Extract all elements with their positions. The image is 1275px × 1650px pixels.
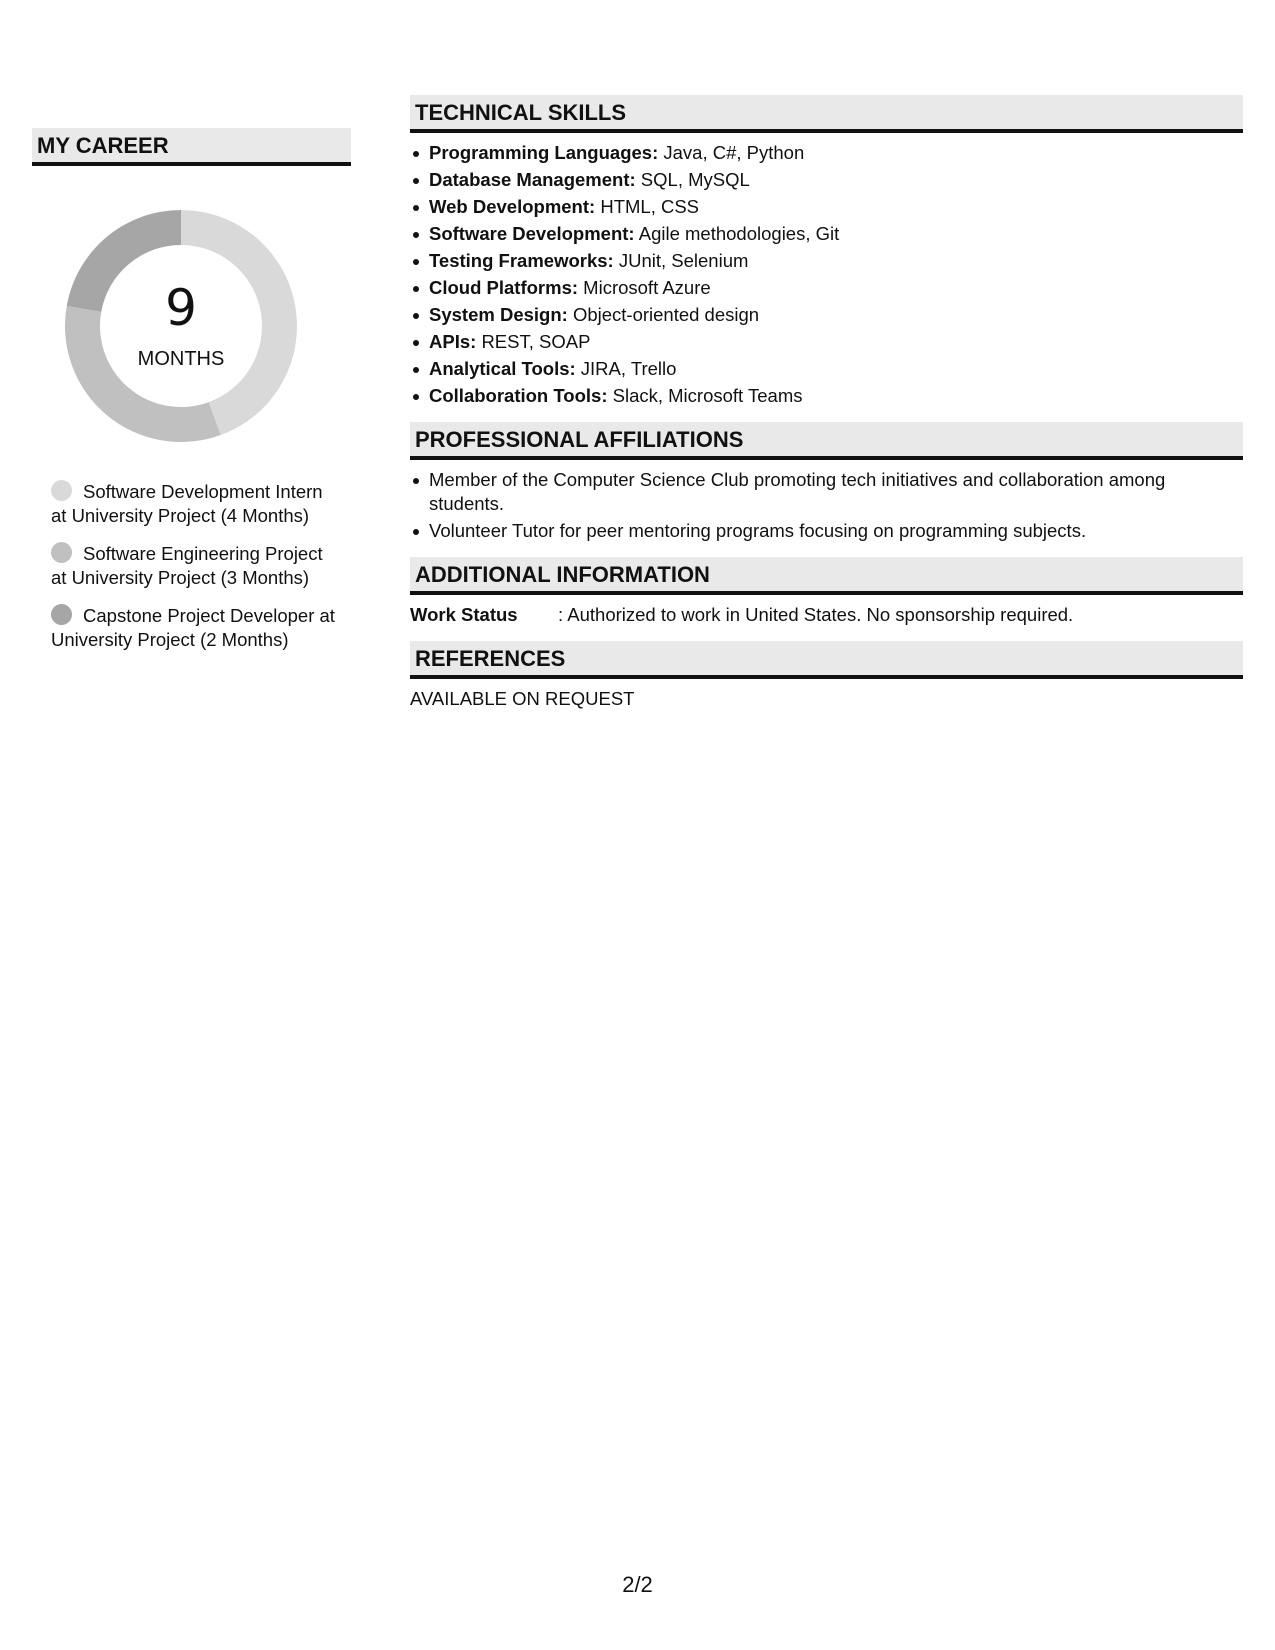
affiliations-list bbox=[410, 468, 1243, 543]
skill-value: JUnit, Selenium bbox=[618, 250, 749, 271]
skill-label: Analytical Tools: bbox=[429, 358, 576, 379]
skill-value: Java, C#, Python bbox=[663, 142, 805, 163]
legend-item bbox=[51, 480, 341, 528]
skill-item bbox=[429, 330, 1243, 354]
skill-value: JIRA, Trello bbox=[580, 358, 677, 379]
donut-center-label bbox=[65, 210, 297, 442]
skill-item bbox=[429, 222, 1243, 246]
legend-item bbox=[51, 542, 341, 590]
skill-label: Programming Languages: bbox=[429, 142, 659, 163]
affiliation-item: Member of the Computer Science Club promoting tech initiatives and collaboration among students. bbox=[429, 468, 1243, 516]
skill-item bbox=[429, 141, 1243, 165]
legend-dot-icon bbox=[51, 542, 72, 563]
skill-item bbox=[429, 249, 1243, 273]
skill-label: Collaboration Tools: bbox=[429, 385, 608, 406]
references-text: AVAILABLE ON REQUEST bbox=[410, 688, 635, 709]
references-heading: REFERENCES bbox=[410, 641, 1243, 679]
skill-value: HTML, CSS bbox=[600, 196, 700, 217]
skill-item bbox=[429, 357, 1243, 381]
total-months-number: 9 bbox=[165, 279, 197, 337]
legend-label: Software Development Intern at University Project (4 Months) bbox=[51, 481, 323, 526]
career-legend bbox=[51, 480, 341, 652]
skill-label: Cloud Platforms: bbox=[429, 277, 579, 298]
legend-dot-icon bbox=[51, 604, 72, 625]
legend-label: Capstone Project Developer at University Project (2 Months) bbox=[51, 605, 335, 650]
skill-value: Agile methodologies, Git bbox=[638, 223, 840, 244]
work-status-row bbox=[410, 603, 1243, 627]
skill-label: Software Development: bbox=[429, 223, 635, 244]
skill-label: APIs: bbox=[429, 331, 477, 352]
skill-label: Database Management: bbox=[429, 169, 636, 190]
skills-heading: TECHNICAL SKILLS bbox=[410, 95, 1243, 133]
career-donut-chart bbox=[65, 210, 297, 442]
skill-item bbox=[429, 168, 1243, 192]
legend-item bbox=[51, 604, 341, 652]
skill-value: Object-oriented design bbox=[572, 304, 760, 325]
page-number: 2/2 bbox=[622, 1572, 653, 1597]
skill-item bbox=[429, 303, 1243, 327]
affiliation-item: Volunteer Tutor for peer mentoring programs focusing on programming subjects. bbox=[429, 519, 1243, 543]
legend-dot-icon bbox=[51, 480, 72, 501]
skills-list bbox=[410, 141, 1243, 408]
skill-item bbox=[429, 195, 1243, 219]
skill-label: Web Development: bbox=[429, 196, 596, 217]
total-months-unit: MONTHS bbox=[137, 348, 225, 370]
legend-label: Software Engineering Project at University Project (3 Months) bbox=[51, 543, 323, 588]
skill-item bbox=[429, 276, 1243, 300]
skill-label: Testing Frameworks: bbox=[429, 250, 614, 271]
additional-info-heading: ADDITIONAL INFORMATION bbox=[410, 557, 1243, 595]
work-status-value: : Authorized to work in United States. No sponsorship required. bbox=[558, 604, 1074, 625]
career-heading: MY CAREER bbox=[32, 128, 351, 166]
skill-value: Microsoft Azure bbox=[583, 277, 711, 298]
skill-item bbox=[429, 384, 1243, 408]
work-status-label: Work Status bbox=[410, 604, 518, 625]
skill-value: SQL, MySQL bbox=[640, 169, 750, 190]
main-column bbox=[410, 95, 1243, 711]
affiliations-heading: PROFESSIONAL AFFILIATIONS bbox=[410, 422, 1243, 460]
skill-value: REST, SOAP bbox=[481, 331, 591, 352]
skill-value: Slack, Microsoft Teams bbox=[612, 385, 803, 406]
skill-label: System Design: bbox=[429, 304, 568, 325]
career-column bbox=[32, 128, 351, 666]
